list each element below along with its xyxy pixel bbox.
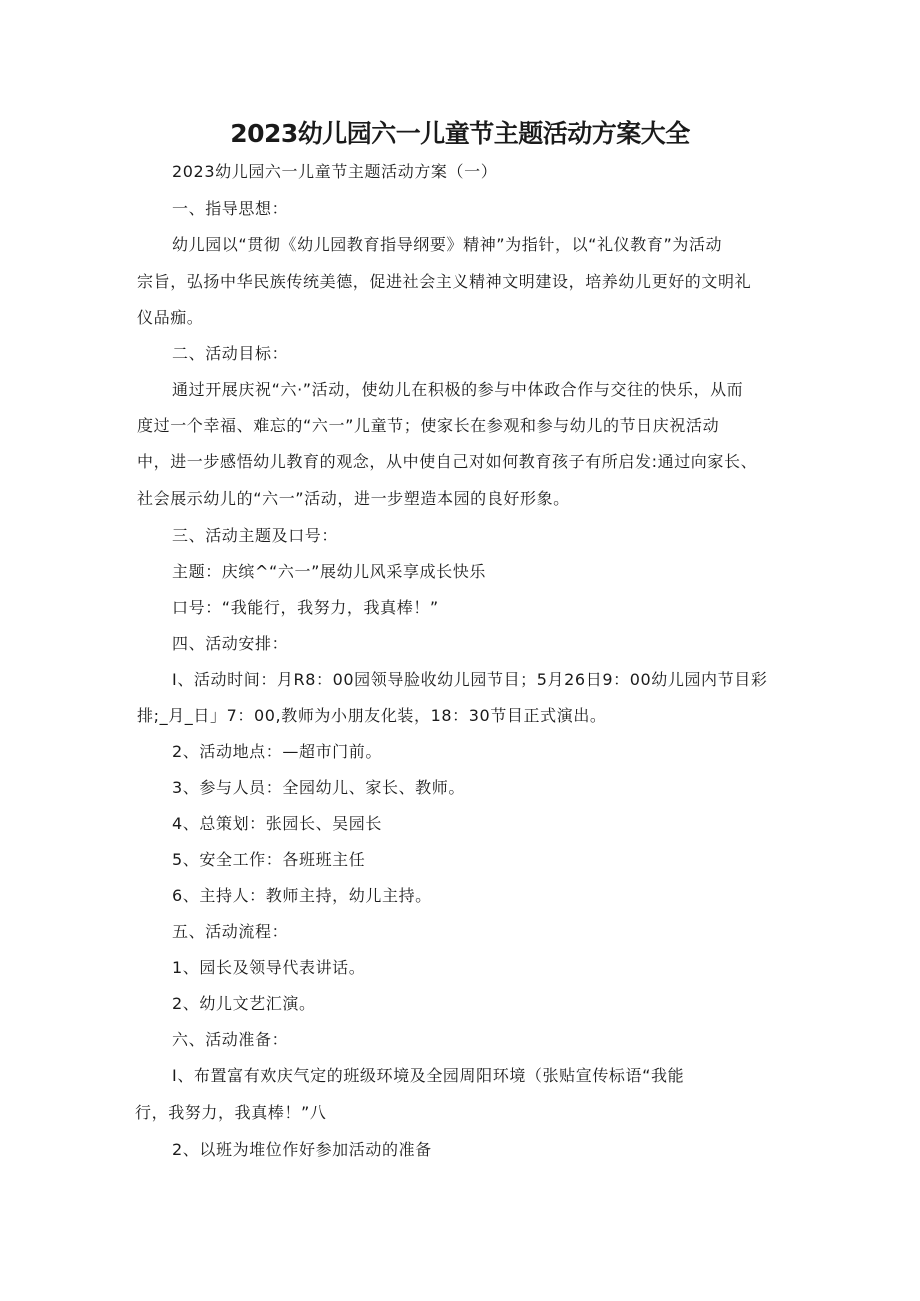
section-2-paragraph-line-2: 度过一个幸福、难忘的“六一”儿童节；使家长在参观和参与幼儿的节日庆祝活动: [137, 416, 720, 435]
section-3-slogan: 口号：“我能行，我努力，我真棒！”: [172, 598, 439, 617]
section-2-paragraph-line-1: 通过开展庆祝“六·”活动，使幼儿在积极的参与中体政合作与交往的快乐，从而: [172, 380, 744, 399]
section-4-item-5: 5、安全工作：各班班主任: [172, 850, 366, 869]
section-6-item-1-line-1: I、布置富有欢庆气定的班级环境及全园周阳环境（张贴宣传标语“我能: [172, 1066, 685, 1085]
section-5-item-2: 2、幼儿文艺汇演。: [172, 994, 316, 1013]
section-1-paragraph-line-1: 幼儿园以“贯彻《幼儿园教育指导纲要》精神”为指针，以“礼仪教育”为活动: [172, 235, 723, 254]
section-6-item-2: 2、以班为堆位作好参加活动的准备: [172, 1140, 432, 1159]
section-6-heading: 六、活动准备：: [172, 1030, 289, 1049]
section-4-item-3: 3、参与人员：全园幼儿、家长、教师。: [172, 778, 465, 797]
section-4-heading: 四、活动安排：: [172, 634, 289, 653]
section-6-item-1-line-2: 行，我努力，我真棒！”八: [135, 1103, 327, 1122]
section-2-heading: 二、活动目标：: [172, 344, 289, 363]
section-5-item-1: 1、园长及领导代表讲话。: [172, 958, 366, 977]
section-4-item-2: 2、活动地点：—超市门前。: [172, 742, 382, 761]
section-3-heading: 三、活动主题及口号：: [172, 526, 339, 545]
section-4-item-4: 4、总策划：张园长、吴园长: [172, 814, 382, 833]
section-1-heading: 一、指导思想：: [172, 199, 289, 218]
section-2-paragraph-line-4: 社会展示幼儿的“六一”活动，进一步塑造本园的良好形象。: [137, 489, 570, 508]
section-1-paragraph-line-3: 仪品痂。: [137, 308, 204, 327]
section-4-item-6: 6、主持人：教师主持，幼儿主持。: [172, 886, 432, 905]
section-3-theme: 主题：庆缤^“六一”展幼儿风采享成长快乐: [172, 562, 486, 581]
section-2-paragraph-line-3: 中，进一步感悟幼儿教育的观念，从中使自己对如何教育孩子有所启发:通过向家长、: [137, 452, 758, 471]
document-title: 2023幼儿园六一儿童节主题活动方案大全: [230, 119, 690, 148]
section-4-item-1-line-1: I、活动时间：月R8：00园领导脸收幼儿园节目；5月26日9：00幼儿园内节目彩: [172, 670, 768, 689]
section-1-paragraph-line-2: 宗旨，弘扬中华民族传统美德，促进社会主义精神文明建设，培养幼儿更好的文明礼: [137, 272, 752, 291]
document-subtitle: 2023幼儿园六一儿童节主题活动方案（一）: [172, 162, 498, 181]
section-4-item-1-line-2: 排;_月_日」7：00,教师为小朋友化装，18：30节目正式演出。: [137, 706, 607, 725]
section-5-heading: 五、活动流程：: [172, 922, 289, 941]
